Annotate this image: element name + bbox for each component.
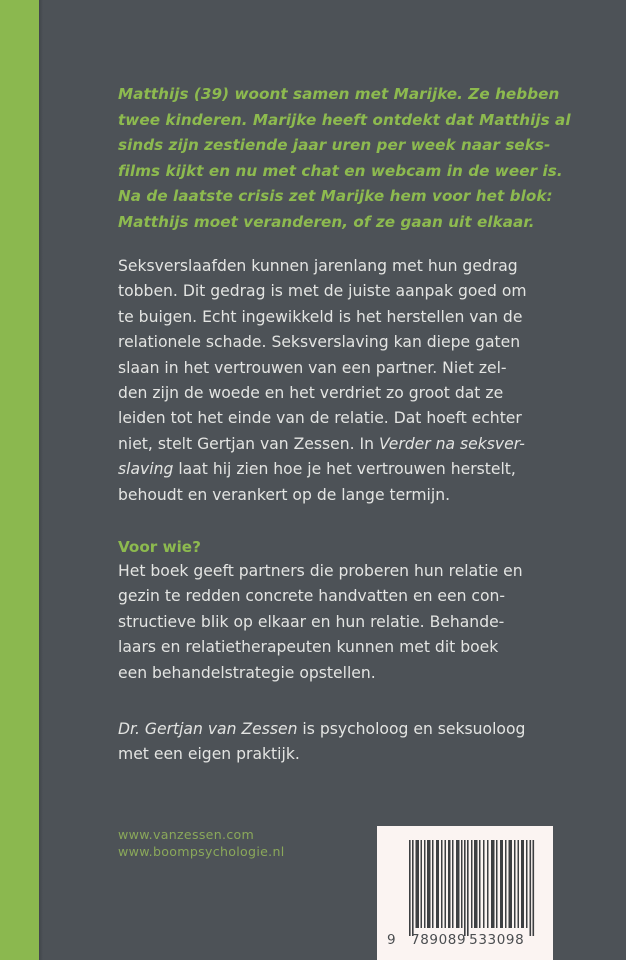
isbn-digit-group: 533098 xyxy=(469,932,525,948)
description-text: niet, stelt Gertjan van Zessen. In xyxy=(118,434,379,453)
audience-heading: Voor wie? xyxy=(118,538,201,556)
isbn-number xyxy=(387,932,547,948)
spine-shadow xyxy=(39,0,43,960)
audience-line: een behandelstrategie opstellen. xyxy=(118,663,376,682)
isbn-barcode-label xyxy=(377,826,553,960)
description-line xyxy=(118,457,548,482)
author-website-link[interactable]: www.vanzessen.com xyxy=(118,827,255,842)
description-line xyxy=(118,432,548,457)
intro-blurb xyxy=(118,82,571,236)
intro-line: Na de laatste crisis zet Marijke hem voor het blok: xyxy=(118,187,553,206)
description-line: slaan in het vertrouwen van een partner. Niet zel- xyxy=(118,358,507,377)
author-line: met een eigen praktijk. xyxy=(118,745,300,764)
audience-line: Het boek geeft partners die proberen hun relatie en xyxy=(118,562,523,580)
intro-line: Matthijs (39) woont samen met Marijke. Ze hebben xyxy=(118,85,560,103)
author-line xyxy=(118,717,548,742)
description-line: relationele schade. Seksverslaving kan diepe gaten xyxy=(118,333,521,352)
author-text: is psycholoog en seksuoloog xyxy=(297,720,526,738)
audience-line: gezin te redden concrete handvatten en een con- xyxy=(118,587,506,606)
description-line: leiden tot het einde van de relatie. Dat hoeft echter xyxy=(118,409,522,428)
description-line: te buigen. Echt ingewikkeld is het herstellen van de xyxy=(118,307,523,326)
description-line: den zijn de woede en het verdriet zo groot dat ze xyxy=(118,384,504,403)
website-links xyxy=(118,826,285,860)
intro-line: Matthijs moet veranderen, of ze gaan uit elkaar. xyxy=(118,212,535,231)
spine-color-strip xyxy=(0,0,39,960)
audience-line: laars en relatietherapeuten kunnen met dit boek xyxy=(118,638,499,657)
publisher-website-link[interactable]: www.boompsychologie.nl xyxy=(118,844,285,859)
audience-line: structieve blik op elkaar en hun relatie. Behande- xyxy=(118,612,505,631)
isbn-first-digit: 9 xyxy=(387,932,397,948)
intro-line: sinds zijn zestiende jaar uren per week naar seks- xyxy=(118,136,551,155)
description-line: Seksverslaafden kunnen jarenlang met hun gedrag xyxy=(118,257,518,275)
barcode-icon xyxy=(409,840,535,936)
intro-line: twee kinderen. Marijke heeft ontdekt dat Matthijs al xyxy=(118,110,571,129)
description-paragraph xyxy=(118,254,548,508)
author-name: Dr. Gertjan van Zessen xyxy=(118,720,298,738)
book-title-italic: Verder na seksver- xyxy=(378,434,525,453)
description-text: laat hij zien hoe je het vertrouwen herstelt, xyxy=(173,460,516,479)
intro-line: films kijkt en nu met chat en webcam in de weer is. xyxy=(118,161,563,180)
book-title-italic: slaving xyxy=(118,460,174,479)
author-bio xyxy=(118,717,548,768)
description-line: tobben. Dit gedrag is met de juiste aanpak goed om xyxy=(118,282,527,301)
description-line: behoudt en verankert op de lange termijn. xyxy=(118,485,451,504)
audience-paragraph xyxy=(118,559,548,686)
isbn-digit-group: 789089 xyxy=(411,932,467,948)
